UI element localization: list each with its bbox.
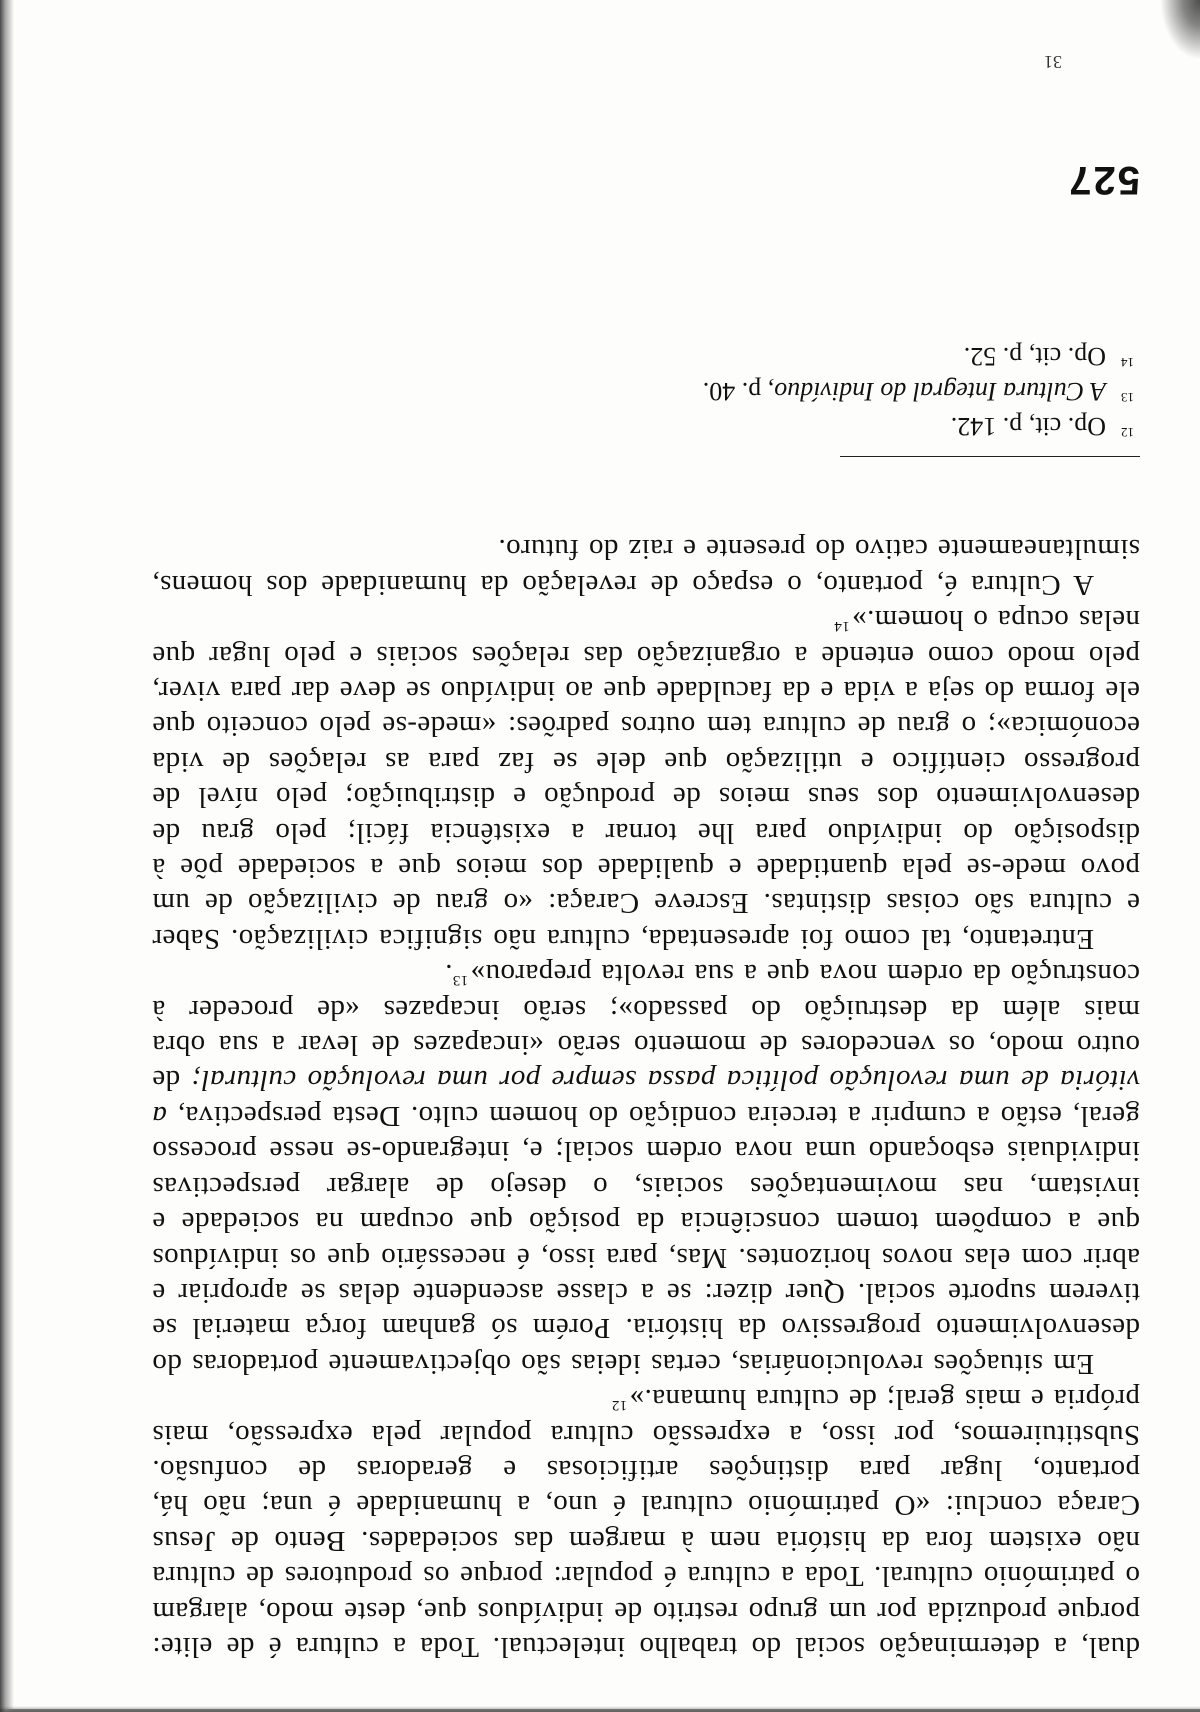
- scan-edge-shadow: [0, 0, 14, 1712]
- paragraph-4-text: A Cultura é, portanto, o espaço de revelação da humanidade dos homens, simultaneamente cativo do presente e raiz do futuro.: [152, 533, 1140, 601]
- footnotes: [240, 339, 1140, 444]
- footnote-14: [240, 339, 1140, 374]
- paragraph-2-emphasis: a vitória de uma revolução política passa sempre por uma revolução cultural;: [152, 1064, 1140, 1132]
- paragraph-1-text: dual, a determinação social do trabalho intelectual. Toda a cultura é de elite: porque produzida por um grupo restrito de indivíduos que, deste modo, alargam o património cultural. Toda a cultura é popular: porque os produtores de cultura não existem fora da história nem à margem das sociedades. Bento de Jesus Caraça conclui: «O património cultural é uno, a humanidade é una; não há, portanto, lugar para distinções artificiosas e geradoras de confusão. Substituiremos, por isso, a expressão cultura popular pela expressão, mais própria e mais geral; de cultura humana.»: [152, 1383, 1140, 1663]
- footnote-rule: [840, 456, 1140, 457]
- footnote-ref-14: 14: [833, 617, 850, 634]
- footnote-13: [240, 374, 1140, 409]
- footnote-number: 14: [1121, 355, 1134, 370]
- footnote-ref-12: 12: [611, 1396, 628, 1413]
- scan-corner-smudge: [1160, 0, 1200, 60]
- sheet-number: 31: [1044, 52, 1062, 72]
- footnote-number: 13: [1121, 390, 1134, 405]
- scan-edge-shadow-bottom: [0, 1706, 1200, 1712]
- paragraph-4: [152, 531, 1140, 602]
- footnote-text: Op. cit, p. 52.: [963, 342, 1106, 371]
- paragraph-3: [152, 602, 1140, 956]
- footnote-number: 12: [1121, 425, 1134, 440]
- paragraph-2-text-b: de outro modo, os vencedores de momento serão «incapazes de levar a sua obra mais além da destruição do passado»; serão incapazes «de proceder à construção da ordem nova que a sua revolta preparou»: [152, 958, 1140, 1097]
- paragraph-2-text-a: Em situações revolucionárias, certas ideias são objectivamente portadoras do desenvolvimento progressivo da história. Porém só ganham força material se tiverem suporte social. Quer dizer: se a classe ascendente delas se apropriar e abrir com elas novos horizontes. Mas, para isso, é necessário que os indivíduos que a compõem tomem consciência da posição que ocupam na sociedade e invistam, nas movimentações sociais, o desejo de alargar perspectivas individuais esboçando uma nova ordem social; e, integrando-se nesse processo geral, estão a cumprir a terceira condição do homem culto. Desta perspectiva,: [152, 1099, 1140, 1380]
- paragraph-3-text: Entretanto, tal como foi apresentada, cultura não significa civilização. Saber e cultura são coisas distintas. Escreve Caraça: «o grau de civilização de um povo mede-se pela quantidade e qualidade dos meios que a sociedade põe à disposição do indivíduo para lhe tornar a existência fácil; pelo grau de desenvolvimento dos seus meios de produção e distribuição; pelo nível de progresso científico e utilização que dele se faz para as relações de vida económica»; o grau de cultura tem outros padrões: «mede-se pelo conceito que ele forma do seja a vida e da faculdade que ao indivíduo se deve dar para viver, pelo modo como entende a organização das relações sociais e pelo lugar que nelas ocupa o homem.»: [152, 604, 1140, 955]
- paragraph-2: [152, 956, 1140, 1381]
- paragraph-1: [152, 1381, 1140, 1664]
- paragraph-2-tail: .: [444, 958, 453, 991]
- page-number: 527: [1067, 158, 1140, 202]
- footnote-text: Op. cit, p. 142.: [950, 412, 1106, 441]
- footnote-12: [240, 409, 1140, 444]
- footnote-ref-13: 13: [452, 971, 469, 988]
- body-text: [152, 531, 1140, 1664]
- footnote-text: p. 40.: [702, 377, 768, 406]
- footnote-title: A Cultura Integral do Indivíduo,: [767, 377, 1106, 406]
